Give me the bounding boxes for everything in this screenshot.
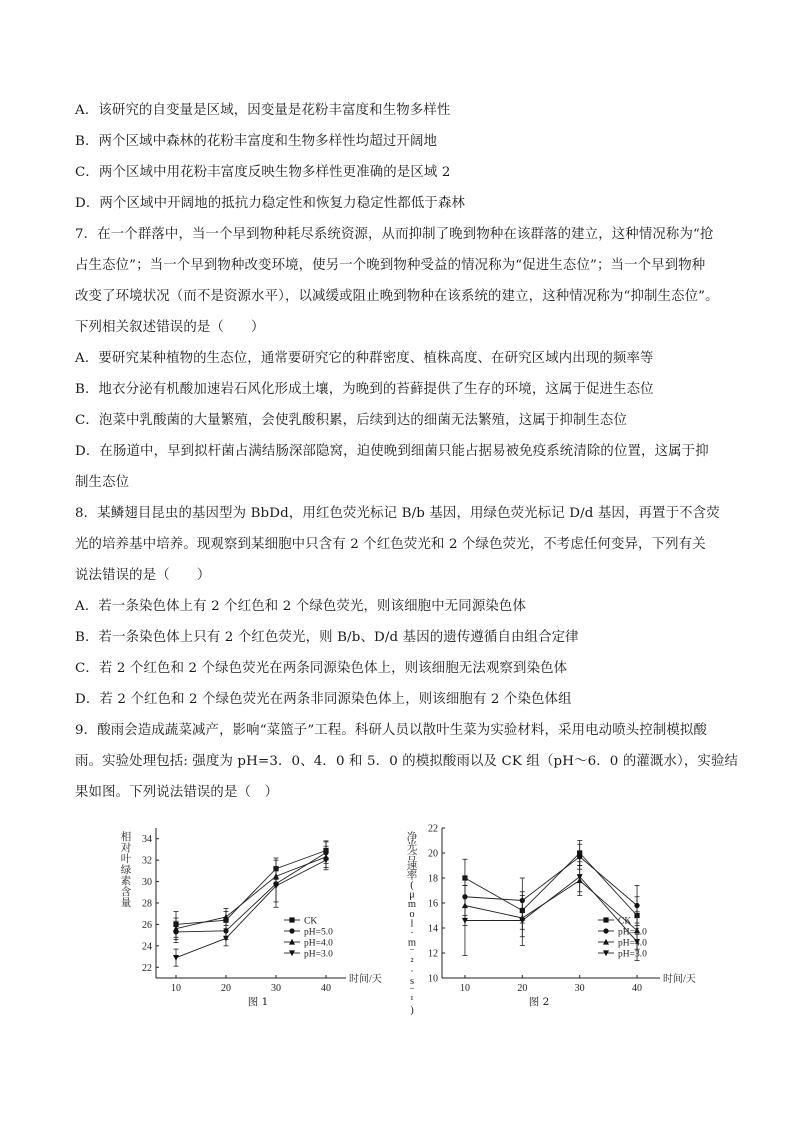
figure-1-svg xyxy=(110,818,382,994)
y-tick-label: 20 xyxy=(428,848,438,860)
q8-stem-line-3: 说法错误的是（ ） xyxy=(75,568,211,583)
q7-stem-line-1: 7．在一个群落中，当一个早到物种耗尽系统资源，从而抑制了晚到物种在该群落的建立，这种情况称为“抢 xyxy=(75,227,714,242)
q9-stem-line-2: 雨。实验处理包括: 强度为 pH=3．0、4．0 和 5．0 的模拟酸雨以及 CK 组（pH～6．0 的灌溉水），实验结 xyxy=(75,754,739,769)
figure-1-chlorophyll xyxy=(110,818,382,994)
legend-label: CK xyxy=(304,916,318,927)
q6-option-c: C．两个区域中用花粉丰富度反映生物多样性更准确的是区域 2 xyxy=(75,165,451,180)
q8-option-a: A．若一条染色体上有 2 个红色和 2 个绿色荧光，则该细胞中无同源染色体 xyxy=(75,599,527,614)
legend-marker xyxy=(289,928,294,933)
series-line xyxy=(176,851,326,925)
data-point xyxy=(223,914,229,920)
legend-label: pH=3.0 xyxy=(304,949,333,960)
q9-stem-line-3: 果如图。下列说法错误的是（ ） xyxy=(75,785,279,800)
q7-option-d: D．在肠道中，早到拟杆菌占满结肠深部隐窝，迫使晚到细菌只能占据易被免疫系统清除的位置，这属于抑 xyxy=(75,444,709,459)
q7-stem-line-2: 占生态位”；当一个早到物种改变环境，使另一个晚到物种受益的情况称为“促进生态位”；当一个早到物种 xyxy=(75,258,706,273)
y-tick-label: 26 xyxy=(142,919,152,931)
x-tick-label: 40 xyxy=(321,983,331,994)
series-line xyxy=(465,853,637,916)
series-pH=5.0 xyxy=(462,844,639,925)
legend-marker xyxy=(289,917,294,922)
x-tick-label: 30 xyxy=(574,983,585,994)
q8-stem-line-1: 8．某鳞翅目昆虫的基因型为 BbDd，用红色荧光标记 B/b 基因，用绿色荧光标记 D/d 基因，再置于不含荧 xyxy=(75,506,720,521)
y-tick-label: 22 xyxy=(142,962,152,974)
q6-option-b: B．两个区域中森林的花粉丰富度和生物多样性均超过开阔地 xyxy=(75,134,438,149)
q7-option-a: A．要研究某种植物的生态位，通常要研究它的种群密度、植株高度、在研究区域内出现的频率等 xyxy=(75,351,654,366)
legend-label: pH=4.0 xyxy=(304,938,333,949)
x-axis-label: 时间/天 xyxy=(663,974,696,985)
q7-stem-line-3: 改变了环境状况（而不是资源水平），以减缓或阻止晚到物种在该系统的建立，这种情况称为“抑制生态位”。 xyxy=(75,289,719,304)
data-point xyxy=(173,955,179,961)
y-tick-label: 34 xyxy=(142,834,152,846)
data-point xyxy=(634,903,639,908)
x-tick-label: 10 xyxy=(459,983,470,994)
y-axis-label: 净光合速率( μ m o l · m ⁻ ² · s ⁻ ¹ ) xyxy=(406,832,418,1016)
q8-option-d: D．若 2 个红色和 2 个绿色荧光在两条非同源染色体上，则该细胞有 2 个染色体组 xyxy=(75,692,572,707)
y-tick-label: 28 xyxy=(142,898,152,910)
legend-label: pH=3.0 xyxy=(618,949,647,960)
y-tick-label: 24 xyxy=(142,941,152,953)
series-line xyxy=(465,877,637,942)
legend-marker xyxy=(603,928,608,933)
y-tick-label: 18 xyxy=(428,873,438,885)
y-axis-label: 相对叶绿素含量 xyxy=(120,832,132,909)
figure-1-caption: 图 1 xyxy=(247,996,269,1008)
y-tick-label: 16 xyxy=(428,898,438,910)
q6-option-a: A．该研究的自变量是区域，因变量是花粉丰富度和生物多样性 xyxy=(75,103,451,118)
q7-stem-line-4: 下列相关叙述错误的是（ ） xyxy=(75,320,265,335)
q6-option-d: D．两个区域中开阔地的抵抗力稳定性和恢复力稳定性都低于森林 xyxy=(75,196,466,211)
q7-option-c: C．泡菜中乳酸菌的大量繁殖，会使乳酸积累，后续到达的细菌无法繁殖，这属于抑制生态位 xyxy=(75,413,628,428)
figure-2-caption: 图 2 xyxy=(528,996,550,1008)
legend-label: pH=5.0 xyxy=(304,927,333,938)
legend-marker xyxy=(603,917,608,922)
legend-label: CK xyxy=(618,916,632,927)
x-tick-label: 20 xyxy=(221,983,231,994)
q7-option-d-cont: 制生态位 xyxy=(75,475,130,490)
legend-label: pH=4.0 xyxy=(618,938,647,949)
y-tick-label: 22 xyxy=(428,823,438,835)
legend-label: pH=5.0 xyxy=(618,927,647,938)
y-tick-label: 30 xyxy=(142,877,152,889)
x-tick-label: 40 xyxy=(632,983,643,994)
x-axis-label: 时间/天 xyxy=(349,974,382,985)
q8-option-b: B．若一条染色体上只有 2 个红色荧光，则 B/b、D/d 基因的遗传遵循自由组合定律 xyxy=(75,630,579,645)
x-tick-label: 20 xyxy=(517,983,528,994)
q8-stem-line-2: 光的培养基中培养。现观察到某细胞中只含有 2 个红色荧光和 2 个绿色荧光，不考虑任何变异，下列有关 xyxy=(75,537,706,552)
data-point xyxy=(223,936,229,942)
y-tick-label: 32 xyxy=(142,855,152,867)
y-tick-label: 10 xyxy=(428,973,438,985)
y-tick-label: 12 xyxy=(428,948,438,960)
x-tick-label: 10 xyxy=(171,983,181,994)
q8-option-c: C．若 2 个红色和 2 个绿色荧光在两条同源染色体上，则该细胞无法观察到染色体 xyxy=(75,661,568,676)
y-tick-label: 14 xyxy=(428,923,438,935)
data-point xyxy=(577,854,582,859)
q9-stem-line-1: 9．酸雨会造成蔬菜减产，影响“菜篮子”工程。科研人员以散叶生菜为实验材料，采用电动喷头控制模拟酸 xyxy=(75,723,707,738)
q7-option-b: B．地衣分泌有机酸加速岩石风化形成土壤，为晚到的苔藓提供了生存的环境，这属于促进生态位 xyxy=(75,382,654,397)
x-tick-label: 30 xyxy=(271,983,281,994)
